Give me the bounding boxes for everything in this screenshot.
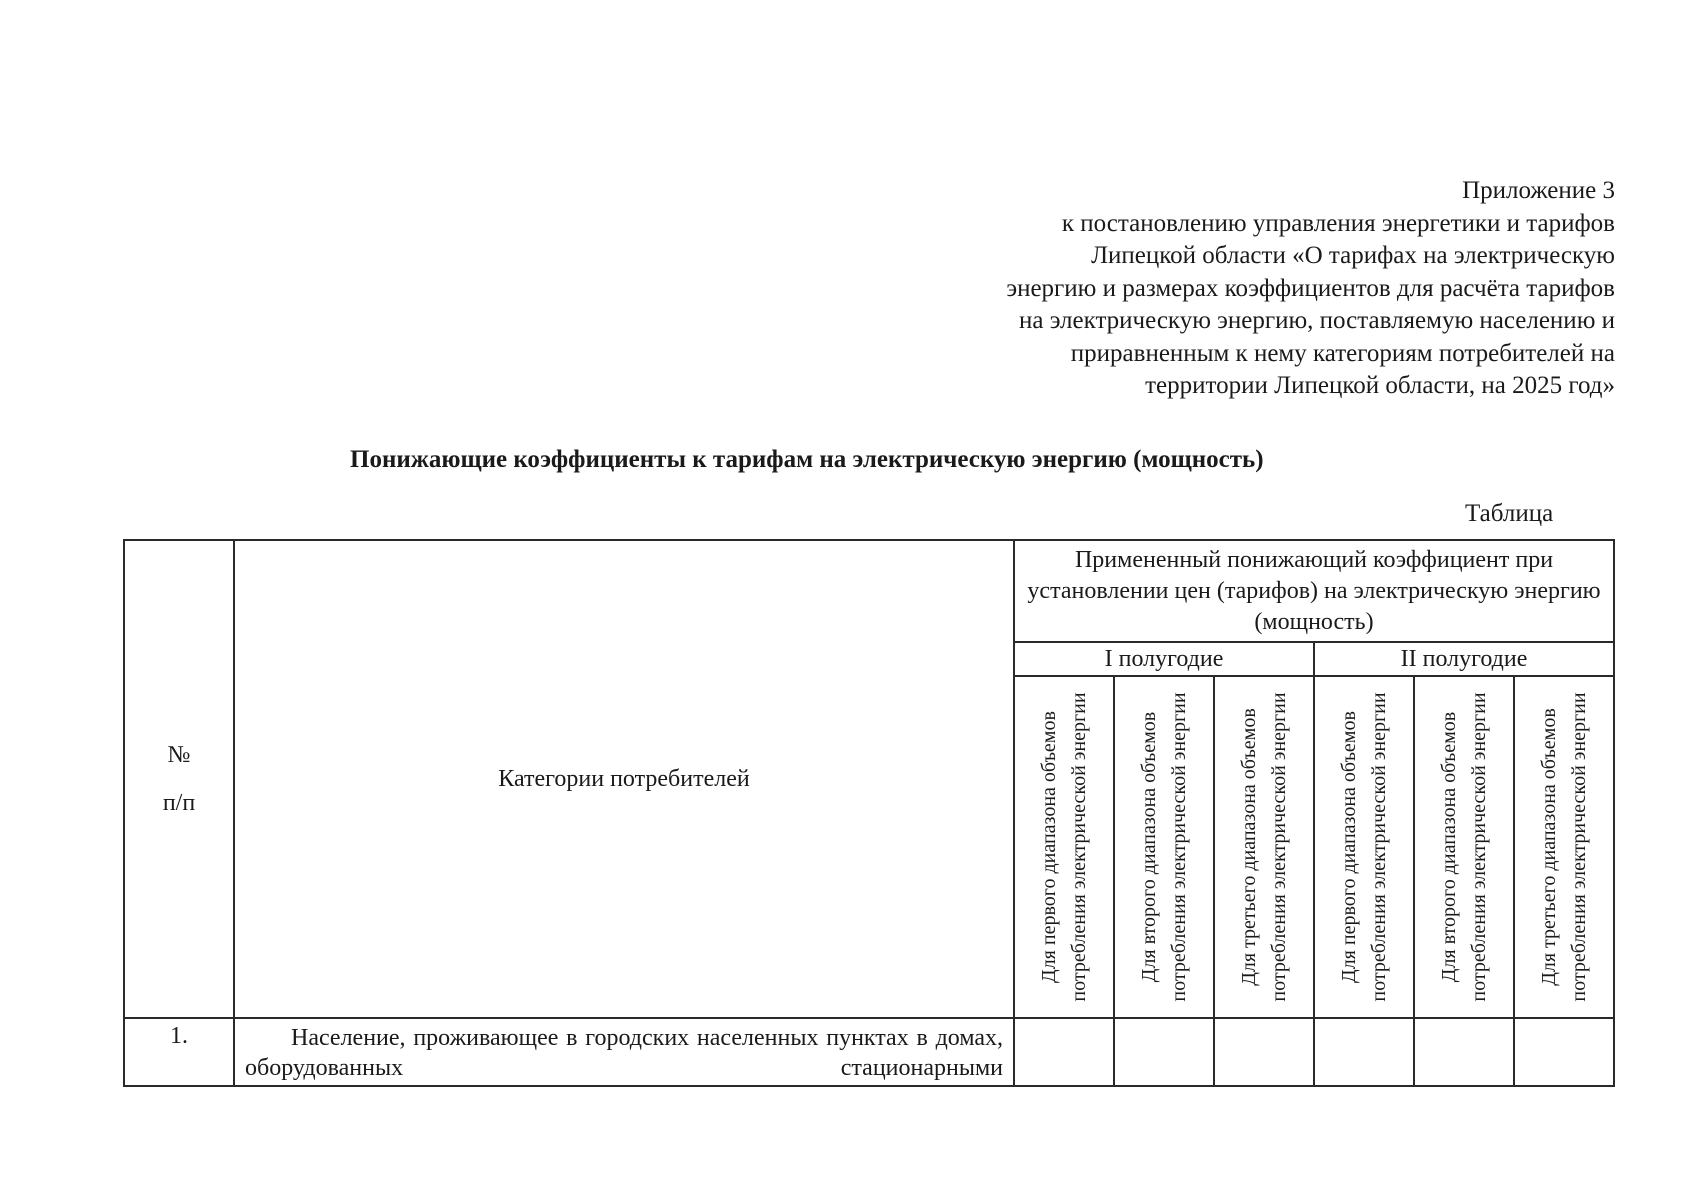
appendix-line: Приложение 3 [1462,177,1615,204]
row-value-cell [1014,1018,1114,1086]
appendix-line: на электрическую энергию, поставляемую населению и [1019,307,1615,334]
header-subcolumn-text: Для третьего диапазона объемов потребления электрической энергии [1238,692,1290,1002]
row-value-cell [1214,1018,1314,1086]
header-subcolumn-text: Для третьего диапазона объемов потребления электрической энергии [1538,692,1591,1002]
header-subcolumn-text: Для второго диапазона объемов потребления электрической энергии [1438,692,1490,1002]
header-subcolumn [1514,676,1614,1018]
row-value-cell [1314,1018,1414,1086]
row-number: 1. [124,1018,234,1086]
row-value-cell [1514,1018,1614,1086]
appendix-line: приравненным к нему категориям потребителей на [1070,339,1615,367]
header-category: Категории потребителей [234,540,1014,1018]
header-half-1: I полугодие [1014,642,1314,676]
row-category: Население, проживающее в городских населенных пунктах в домах, оборудованных стационарными [234,1018,1014,1086]
table-label: Таблица [1465,500,1554,527]
appendix-line: к постановлению управления энергетики и тарифов [1061,209,1615,237]
header-subcolumn [1314,676,1414,1018]
document-title: Понижающие коэффициенты к тарифам на электрическую энергию (мощность) [350,446,1264,473]
header-subcolumn-text: Для первого диапазона объемов потребления электрической энергии [1038,692,1090,1002]
header-number [124,540,234,1018]
table-row [124,1018,1614,1086]
header-number-symbol: № [167,742,191,768]
header-subcolumn-text: Для первого диапазона объемов потребления электрической энергии [1338,692,1390,1002]
appendix-block [855,175,1615,403]
header-number-abbr: п/п [162,790,196,816]
header-subcolumn-text: Для второго диапазона объемов потребления электрической энергии [1138,692,1190,1002]
appendix-line: энергию и размерах коэффициентов для расчёта тарифов [1006,274,1615,302]
header-subcolumn [1214,676,1314,1018]
header-subcolumn [1014,676,1114,1018]
coefficients-table [123,539,1615,1087]
header-subcolumn [1414,676,1514,1018]
appendix-line: Липецкой области «О тарифах на электрическую [1091,242,1615,269]
row-value-cell [1114,1018,1214,1086]
appendix-line: территории Липецкой области, на 2025 год» [1145,372,1615,399]
header-coefficient-group: Примененный понижающий коэффициент при установлении цен (тарифов) на электрическую энергию (мощность) [1014,540,1614,642]
row-value-cell [1414,1018,1514,1086]
header-subcolumn [1114,676,1214,1018]
header-half-2: II полугодие [1314,642,1614,676]
